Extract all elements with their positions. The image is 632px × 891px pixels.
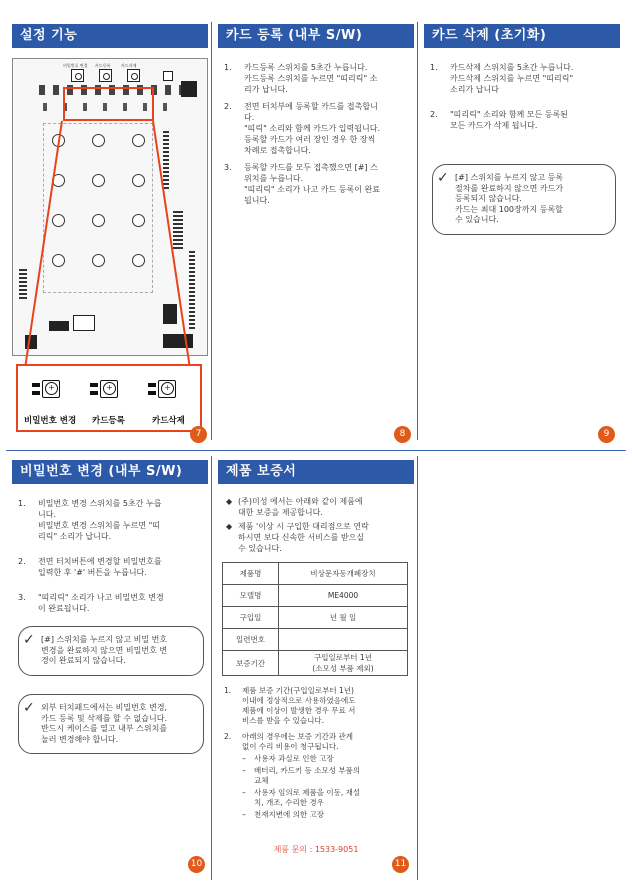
table-row [223, 629, 408, 651]
step-item [224, 101, 404, 156]
text-line: 카드삭제 스위치를 5초간 누릅니다. [450, 63, 574, 72]
field-name: 일련번호 [223, 629, 279, 651]
password-switch [71, 69, 84, 82]
connector [163, 334, 193, 348]
text-line: 제품 '이상 시 구입한 대리점으로 연락 [238, 522, 369, 531]
diamond-icon: ◆ [226, 497, 233, 506]
dash-icon: – [242, 754, 246, 763]
chip [181, 81, 197, 97]
step-number: 3. [224, 163, 232, 172]
field-value [279, 629, 408, 651]
step-item [18, 556, 198, 578]
password-switch-label: 비밀번호 변경 [24, 416, 77, 426]
touch-pad-circle [132, 254, 145, 267]
text-line: 아래의 경우에는 보증 기간과 관계 [242, 732, 353, 741]
touch-pad-circle [52, 214, 65, 227]
row-divider [6, 450, 626, 451]
text-line: 교체 [254, 776, 269, 785]
warranty-table [222, 562, 408, 676]
field-name: 보증기간 [223, 651, 279, 676]
text-line: (주)미성 에서는 아래와 같이 제품에 [238, 497, 363, 506]
text-line: 비상문자동개폐장치 [310, 569, 376, 578]
touch-pad-circle [92, 174, 105, 187]
bullet-item [226, 496, 406, 518]
step-item [224, 62, 404, 95]
panel-title: 카드 등록 (내부 S/W) [218, 24, 414, 48]
sub-item [242, 766, 408, 786]
switch-label: 카드삭제 [121, 63, 137, 68]
page-number: 7 [190, 426, 207, 443]
switch-zoom-box [16, 364, 202, 432]
text-line: 다. [244, 113, 255, 122]
text-line: 리가 납니다. [244, 85, 288, 94]
text-line: 수 있습니다. [238, 544, 282, 553]
step-item [224, 162, 404, 206]
field-name: 구입일 [223, 607, 279, 629]
panel-title: 비밀번호 변경 (내부 S/W) [12, 460, 208, 484]
page-number: 8 [394, 426, 411, 443]
table-row [223, 563, 408, 585]
text-line: 됩니다. [244, 196, 270, 205]
card-delete-switch [127, 69, 140, 82]
text-line: 하시면 보다 신속한 서비스를 받으실 [238, 533, 365, 542]
dash-icon: – [242, 810, 246, 819]
pin-header [173, 209, 183, 249]
panel-title: 카드 삭제 (초기화) [424, 24, 620, 48]
touch-pad-circle [92, 134, 105, 147]
panel-title: 제품 보증서 [218, 460, 414, 484]
circuit-board-illustration [12, 58, 208, 356]
field-name: 제품명 [223, 563, 279, 585]
field-value [279, 651, 408, 676]
note-box [18, 694, 204, 754]
text-line: 사용자 임의로 제품을 이동, 재설 [254, 788, 361, 797]
text-line: "띠리릭" 소리와 함께 모든 등록된 [450, 110, 568, 119]
card-register-switch [99, 69, 112, 82]
step-list [424, 62, 620, 131]
sub-item [242, 810, 408, 820]
note-box [18, 626, 204, 676]
touch-pad-circle [132, 174, 145, 187]
step-list [218, 62, 414, 206]
connector [49, 321, 69, 331]
text-line: 전면 터치부에 등록할 카드를 접촉합니 [244, 102, 378, 111]
chip [163, 304, 177, 324]
text-line: 절차를 완료하지 않으면 카드가 [455, 183, 564, 193]
text-line: "띠릭" 소리와 함께 카드가 입력됩니다. [244, 124, 380, 133]
checkmark-icon: ✓ [437, 170, 449, 186]
bullet-list [218, 496, 414, 554]
warranty-panel [218, 460, 414, 880]
term-number: 1. [224, 686, 232, 695]
text-line: 입력한 후 '#' 버튼을 누릅니다. [38, 568, 147, 577]
card-register-label: 카드등록 [92, 416, 125, 426]
column-divider [417, 22, 418, 440]
settings-panel [12, 24, 208, 444]
card-delete-panel [424, 24, 620, 444]
table-row [223, 585, 408, 607]
card-register-switch [90, 380, 128, 398]
text-line: 카드삭제 스위치를 누르면 "띠리릭" [450, 74, 574, 83]
text-line: 비밀번호 변경 스위치를 5초간 누릅 [38, 499, 162, 508]
text-line: 천재지변에 의한 고장 [254, 810, 324, 819]
pin-header [189, 249, 195, 329]
text-line: 모든 카드가 삭제 됩니다. [450, 121, 538, 130]
text-line: 차례로 접촉합니다. [244, 146, 311, 155]
push-button-icon [158, 380, 176, 398]
page-number: 10 [188, 856, 205, 873]
step-number: 2. [224, 102, 232, 111]
step-number: 1. [224, 63, 232, 72]
password-switch [32, 380, 70, 398]
diamond-icon: ◆ [226, 522, 233, 531]
text-line: 사용자 과실로 인한 고장 [254, 754, 334, 763]
text-line: 비밀번호 변경 스위치를 누르면 "띠 [38, 521, 161, 530]
text-line: 이 완료됩니다. [38, 604, 90, 613]
text-line: 니다. [38, 510, 56, 519]
push-button-icon [100, 380, 118, 398]
chip [163, 71, 173, 81]
text-line: 대한 보증을 제공합니다. [238, 508, 323, 517]
touch-pad-circle [132, 214, 145, 227]
text-line: "띠리릭" 소리가 나고 카드 등록이 완료 [244, 185, 380, 194]
panel-title: 설정 기능 [12, 24, 208, 48]
text-line: [#] 스위치를 누르지 않고 비밀 번호 [41, 635, 168, 644]
table-row [223, 651, 408, 676]
text-line: 카드등록 스위치를 5초간 누릅니다. [244, 63, 368, 72]
text-line: 이내에 정상적으로 사용하였음에도 [242, 696, 356, 705]
step-number: 1. [430, 63, 438, 72]
text-line: 수 있습니다. [455, 215, 499, 224]
text-line: (소모성 부품 제외) [312, 664, 374, 673]
checkmark-icon: ✓ [23, 632, 35, 648]
dash-icon: – [242, 788, 246, 797]
card-delete-switch [148, 380, 186, 398]
text-line: 등록할 카드가 여러 장인 경우 한 장씩 [244, 135, 376, 144]
term-item [224, 686, 408, 726]
column-divider [211, 22, 212, 440]
touch-pad-circle [132, 134, 145, 147]
field-value [279, 563, 408, 585]
text-line: 제품에 이상이 발생한 경우 무료 서 [242, 706, 356, 715]
column-divider [211, 456, 212, 880]
switch-highlight-box [63, 87, 154, 121]
text-line: 전면 터치버튼에 변경할 비밀번호를 [38, 557, 162, 566]
touch-pad-circle [92, 214, 105, 227]
text-line: 외부 터치패드에서는 비밀번호 변경, [41, 703, 168, 712]
text-line: "띠리릭" 소리가 나고 비밀번호 변경 [38, 593, 164, 602]
page-number: 9 [598, 426, 615, 443]
step-number: 3. [18, 593, 26, 602]
step-list [12, 498, 208, 614]
pin-header [163, 129, 169, 189]
text-line: 경이 완료되지 않습니다. [41, 656, 126, 665]
component [73, 315, 95, 331]
text-line: 카드는 최대 100장까지 등록할 [455, 204, 563, 214]
touch-pad-circle [52, 254, 65, 267]
text-line: 치, 개조, 수리한 경우 [254, 798, 324, 807]
text-line: 없이 수리 비용이 청구됩니다. [242, 742, 339, 751]
step-item [430, 109, 610, 131]
bullet-item [226, 521, 406, 554]
switch-label: 카드등록 [95, 63, 111, 68]
step-number: 2. [18, 557, 26, 566]
text-line: 리릭" 소리가 납니다. [38, 532, 112, 541]
term-item [224, 732, 408, 820]
contact-info: 제품 문의 : 1533-9051 [273, 845, 359, 854]
checkmark-icon: ✓ [23, 700, 35, 716]
dash-icon: – [242, 766, 246, 775]
text-line: 등록되지 않습니다. [455, 194, 522, 203]
term-number: 2. [224, 732, 232, 741]
terms-list [218, 686, 414, 820]
text-line: 카드등록 스위치를 누르면 "띠리릭" 소 [244, 74, 378, 83]
text-line: 년 월 일 [329, 613, 357, 622]
sub-item [242, 754, 408, 764]
touch-pad-circle [92, 254, 105, 267]
push-button-icon [42, 380, 60, 398]
step-item [18, 498, 198, 542]
field-name: 모델명 [223, 585, 279, 607]
page-number: 11 [392, 856, 409, 873]
text-line: 카드 등록 및 삭제를 할 수 없습니다. [41, 713, 167, 723]
sub-item [242, 788, 408, 808]
text-line: 배터리, 카드키 등 소모성 부품의 [254, 766, 361, 775]
field-value [279, 585, 408, 607]
note-box [432, 164, 616, 235]
text-line: 반드시 케이스를 열고 내부 스위치를 [41, 724, 168, 733]
text-line: 눌러 변경해야 합니다. [41, 734, 119, 744]
text-line: [#] 스위치를 누르지 않고 등록 [455, 173, 564, 182]
field-value [279, 607, 408, 629]
step-item [18, 592, 198, 614]
text-line: 변경을 완료하지 않으면 비밀번호 변 [41, 645, 168, 655]
text-line: 등록할 카드를 모두 접촉했으면 [#] 스 [244, 163, 378, 172]
column-divider [417, 456, 418, 880]
text-line: 제품 보증 기간(구입일로부터 1년) [242, 686, 354, 695]
password-panel [12, 460, 208, 880]
text-line: 구입일로부터 1년 [314, 653, 372, 662]
switch-label: 비밀번호 변경 [63, 63, 88, 68]
card-register-panel [218, 24, 414, 444]
step-item [430, 62, 610, 95]
step-number: 2. [430, 110, 438, 119]
pin-header [19, 269, 27, 299]
text-line: 소리가 납니다 [450, 85, 499, 94]
text-line: ME4000 [327, 591, 359, 600]
card-delete-label: 카드삭제 [152, 416, 185, 426]
table-row [223, 607, 408, 629]
text-line: 비스를 받을 수 있습니다. [242, 716, 324, 725]
keypad-outline [43, 123, 153, 293]
step-number: 1. [18, 499, 26, 508]
sub-list [242, 754, 408, 820]
text-line: 위치를 누릅니다. [244, 174, 304, 183]
